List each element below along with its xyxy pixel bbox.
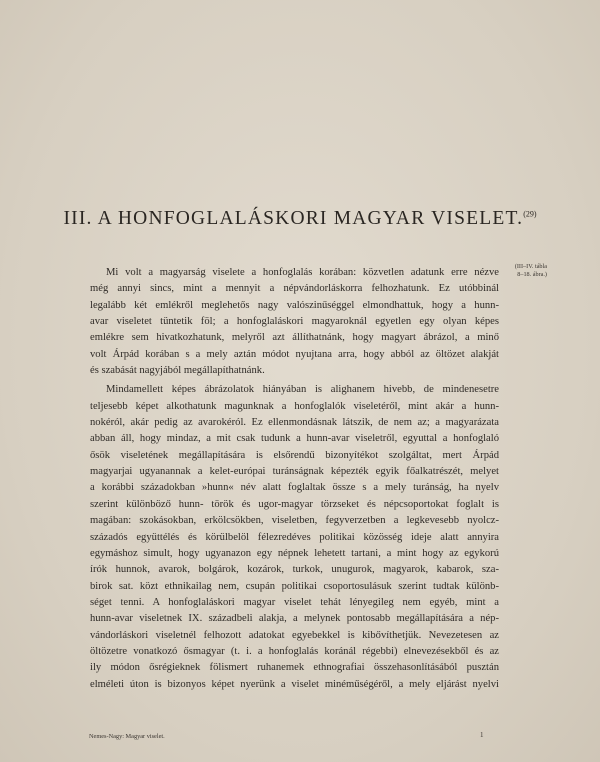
margin-note: [507, 263, 547, 280]
paragraph-1: [90, 265, 499, 379]
text-line: a korábbi századokban »hunn« név alatt foglaltak össze s a mely turánság, ha nyelv: [90, 482, 499, 494]
text-line: elméleti úton is bizonyos képet nyerünk a viselet minéműségéről, a mely eljárást nyelvi: [90, 678, 499, 690]
chapter-title-text: III. A HONFOGLALÁSKORI MAGYAR VISELET.: [63, 208, 524, 229]
text-line: ily módon ősrégieknek fölismert ruhanemek ethnografiai összehasonlításából pusztán: [90, 662, 499, 674]
text-line: szerint különböző hunn- török és ugor-magyar törzseket és népcsoportokat foglalt is: [90, 498, 499, 510]
text-line: egymáshoz simult, hogy ugyanazon egy népnek lehetett tartani, a mint hogy az egykorú: [90, 547, 499, 559]
text-line: birok sat. közt ethnikailag nem, csupán politikai csoportosulásuk szerint tudtak különb-: [90, 580, 499, 592]
text-line: avar viseletet tüntetik föl; a honfoglaláskori magyaroknál egyetlen egy olyan képes: [90, 316, 499, 328]
text-line: századós együttélés és körülbelöl félezredéves politikai közösség ideje alatt annyira: [90, 531, 499, 543]
text-line: Mi volt a magyarság viselete a honfoglalás korában: közvetlen adatunk erre nézve: [106, 267, 499, 278]
text-line: séget tenni. A honfoglaláskori magyar viselet tehát lényegileg nem egyéb, mint a: [90, 596, 499, 608]
footer-signature-mark: 1: [480, 731, 484, 739]
paragraph-2: [90, 382, 499, 693]
text-line: öltözetre vonatkozó ősmagyar (t. i. a honfoglalás koránál régebbi) elnevezésekből és az: [90, 645, 499, 657]
text-line: magyarjai ugyanannak a kelet-európai turánságnak képezték egyik főalkatrészét, melyet: [90, 466, 499, 478]
text-line: és szabását nagyjából megállapíthatnánk.: [90, 365, 265, 377]
text-line: Mindamellett képes ábrázolatok hiányában is alighanem hivebb, de mindenesetre: [106, 384, 499, 396]
text-line: vándorláskori viseletnél felhozott adatokat egyebekkel is kibővíthetjük. Nevezetesen az: [90, 629, 499, 641]
text-line: nokéról, akár pedig az avarokéról. Ez ellenmondásnak látszik, de nem az; a magyarázata: [90, 417, 499, 429]
text-line: emlékre sem hivatkozhatunk, melyről azt állíthatnánk, hogy magyart ábrázol, a minő: [90, 332, 499, 344]
chapter-title: [0, 208, 600, 230]
body-text: [90, 265, 499, 693]
text-line: abban áll, hogy mindaz, a mit csak tudunk a hunn-avar viseletről, egyuttal a honfoglaló: [90, 433, 499, 445]
text-line: teljesebb képet alkothatunk magunknak a honfoglalók viseletéről, mint akár a hunn-: [90, 400, 499, 412]
footnote-reference: (29): [523, 209, 537, 219]
text-line: írók hunnok, avarok, bolgárok, kozárok, turkok, unugurok, magyarok, kabarok, sza-: [90, 564, 499, 576]
text-line: még annyi sincs, mint a mennyit a népvándorláskorra felhozhatunk. Ez utóbbinál: [90, 283, 499, 295]
text-line: legalább két emlékről meglehetős nagy valószinűséggel elmondhattuk, hogy a hunn-: [90, 299, 499, 311]
text-line: hunn-avar viseletnek IX. századbeli alakja, a melynek pontosabb megállapítására a nép-: [90, 613, 499, 625]
text-line: volt Árpád korában s a mely aztán módot nyujtana arra, hogy abból az öltözet alakját: [90, 348, 499, 360]
footer-running-title: Nemes-Nagy: Magyar viselet.: [89, 733, 165, 740]
margin-note-line: 8–18. ábra.): [517, 271, 547, 279]
margin-note-line: (III–IV. tábla: [514, 263, 547, 270]
text-line: ősök viseletének megállapítására is elsőrendű bizonyítékot szolgáltat, mert Árpád: [90, 449, 499, 461]
text-line: magában: szokásokban, erkölcsökben, viseletben, fegyverzetben a legkevesebb nyolcz-: [90, 515, 499, 527]
